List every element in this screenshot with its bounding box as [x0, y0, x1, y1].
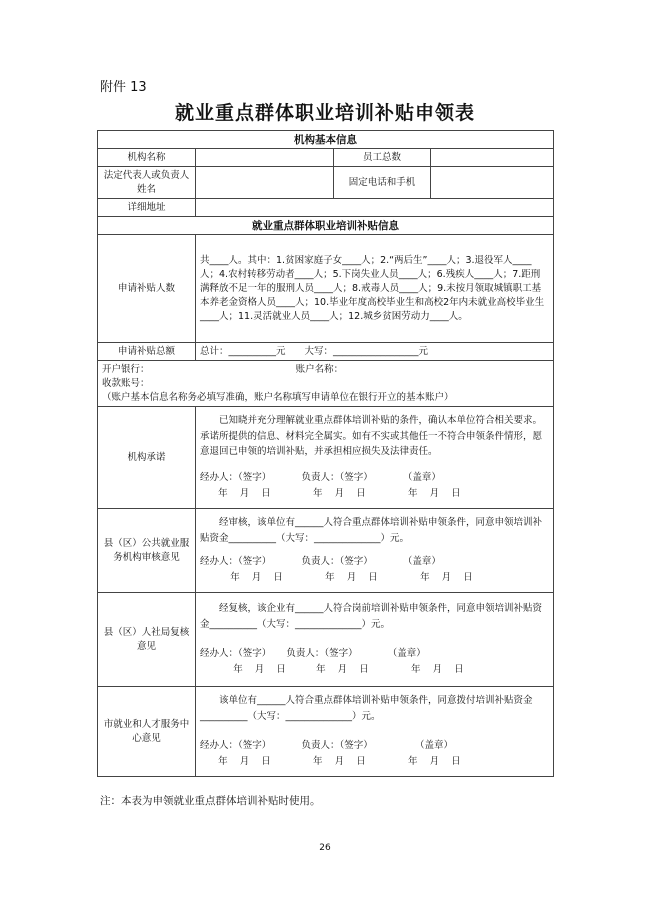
county-service-label: 县（区）公共就业服务机构审核意见 — [98, 509, 196, 593]
org-name-field[interactable] — [196, 149, 334, 167]
commitment-date-row[interactable]: 年 月 日 年 月 日 年 月 日 — [200, 487, 461, 499]
commitment-label: 机构承诺 — [98, 407, 196, 509]
account-number-label: 收款账号： — [102, 377, 150, 389]
county-hr-cell — [196, 593, 554, 687]
address-field[interactable] — [196, 199, 554, 217]
account-name-label: 账户名称： — [295, 363, 344, 375]
address-label: 详细地址 — [98, 199, 196, 217]
section-heading-org-info: 机构基本信息 — [98, 131, 554, 149]
attachment-label: 附件 13 — [100, 80, 147, 95]
county-hr-text[interactable]: 经复核，该企业有______人符合岗前培训补贴申领条件，同意申领培训补贴资金__________（大写：______________）元。 — [200, 603, 543, 630]
org-name-label: 机构名称 — [98, 149, 196, 167]
bank-label: 开户银行： — [102, 363, 150, 375]
bank-note: （账户基本信息名称务必填写准确，账户名称填写申请单位在银行开立的基本账户） — [102, 391, 454, 403]
phone-label: 固定电话和手机 — [334, 167, 431, 199]
commitment-text: 已知晓并充分理解就业重点群体培训补贴的条件，确认本单位符合相关要求。承诺所提供的信息、材料完全属实。如有不实或其他任一不符合申领条件情形，愿意退回已申领的培训补贴，并承担相应损失及法律责任。 — [200, 415, 543, 458]
legal-rep-field[interactable] — [196, 167, 334, 199]
county-service-signature-row[interactable]: 经办人：（签字） 负责人：（签字） （盖章） — [200, 556, 441, 567]
city-center-text[interactable]: 该单位有______人符合重点群体培训补贴申领条件，同意拨付培训补贴资金__________（大写：______________）元。 — [200, 695, 533, 722]
footnote: 注：本表为申领就业重点群体培训补贴时使用。 — [100, 795, 321, 807]
county-hr-label: 县（区）人社局复核意见 — [98, 593, 196, 687]
amount-total-field[interactable]: 总计：__________元 大写：__________________元 — [196, 343, 554, 361]
staff-total-label: 员工总数 — [334, 149, 431, 167]
county-hr-signature-row[interactable]: 经办人：（签字） 负责人：（签字） （盖章） — [200, 648, 426, 659]
staff-total-field[interactable] — [431, 149, 554, 167]
applicant-count-label: 申请补贴人数 — [98, 235, 196, 343]
county-service-date-row[interactable]: 年 月 日 年 月 日 年 月 日 — [200, 572, 473, 583]
county-hr-date-row[interactable]: 年 月 日 年 月 日 年 月 日 — [200, 664, 464, 675]
legal-rep-label: 法定代表人或负责人姓名 — [98, 167, 196, 199]
subsidy-application-form — [97, 130, 554, 777]
city-center-date-row[interactable]: 年 月 日 年 月 日 年 月 日 — [200, 756, 461, 767]
section-heading-subsidy-info: 就业重点群体职业培训补贴信息 — [98, 217, 554, 235]
form-title: 就业重点群体职业培训补贴申领表 — [174, 102, 475, 124]
county-service-cell — [196, 509, 554, 593]
city-center-label: 市就业和人才服务中心意见 — [98, 687, 196, 777]
city-center-cell — [196, 687, 554, 777]
phone-field[interactable] — [431, 167, 554, 199]
city-center-signature-row[interactable]: 经办人：（签字） 负责人：（签字） （盖章） — [200, 740, 453, 751]
amount-total-label: 申请补贴总额 — [98, 343, 196, 361]
county-service-text[interactable]: 经审核，该单位有______人符合重点群体培训补贴申领条件，同意申领培训补贴资金__________（大写：______________）元。 — [200, 517, 543, 544]
commitment-signature-row[interactable]: 经办人：（签字） 负责人：（签字） （盖章） — [200, 471, 441, 483]
applicant-count-breakdown[interactable]: 共____人。其中：1.贫困家庭子女____人；2.“两后生”____人；3.退役军人____人；4.农村转移劳动者____人；5.下岗失业人员____人；6.残疾人____人；7.距刑满释放不足一年的服刑人员____人；8.戒毒人员____人；9.未按月领取城镇职工基本养老金资格人员____人；10.毕业年度高校毕业生和高校2年内未就业高校毕业生____人；11.灵活就业人员____人；12.城乡贫困劳动力____人。 — [196, 235, 554, 343]
commitment-cell — [196, 407, 554, 509]
page-number: 26 — [319, 843, 331, 853]
bank-info-block — [98, 361, 554, 407]
